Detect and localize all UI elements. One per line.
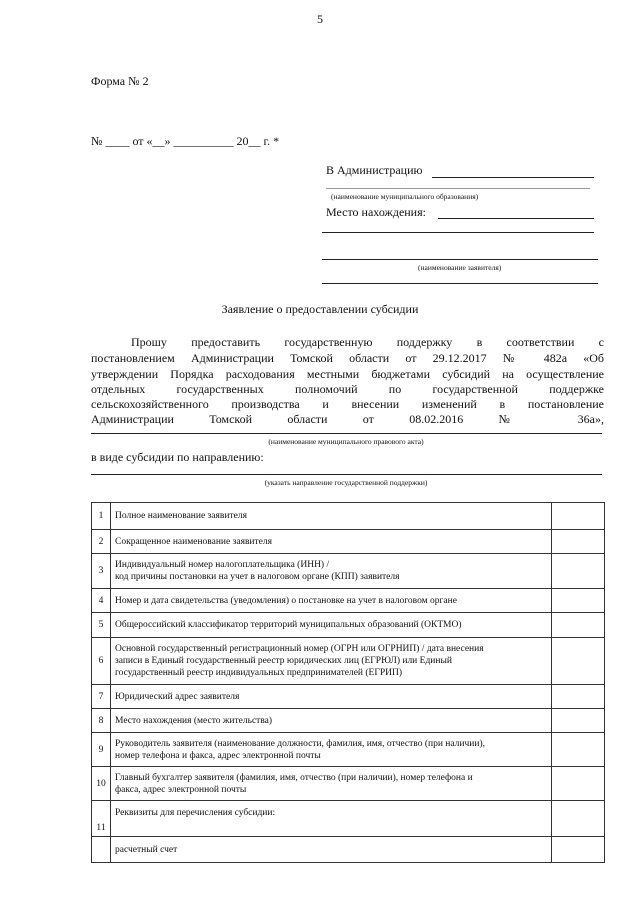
applicant-info-table <box>91 502 605 863</box>
table-row <box>92 589 605 613</box>
act-caption: (наименование муниципального правового акта) <box>268 437 424 446</box>
admin-name-line-2 <box>326 188 590 189</box>
act-line <box>91 433 602 434</box>
row-number: 7 <box>92 685 111 709</box>
row-label: Главный бухгалтер заявителя (фамилия, имя, отчество (при наличии), номер телефона и факса, адрес электронной почты <box>111 767 552 801</box>
location-label: Место нахождения: <box>326 205 426 219</box>
applicant-caption: (наименование заявителя) <box>418 263 502 272</box>
document-number-line: № ____ от «__» __________ 20__ г. * <box>91 134 280 148</box>
row-number: 8 <box>92 709 111 733</box>
row-number: 1 <box>92 503 111 530</box>
document-title: Заявление о предоставлении субсидии <box>221 302 419 316</box>
location-line <box>438 218 594 219</box>
body-line: Прошу предоставить государственную поддержку в соответствии с <box>131 335 604 349</box>
body-line: постановлением Администрации Томской области от 29.12.2017 № 482а «Об <box>91 351 604 365</box>
table-row <box>92 530 605 554</box>
row-value-cell[interactable] <box>552 638 605 685</box>
row-label: Полное наименование заявителя <box>111 503 552 530</box>
row-label: Юридический адрес заявителя <box>111 685 552 709</box>
body-line: Администрации Томской области от 08.02.2016 № 36а», <box>91 412 604 426</box>
row-value-cell[interactable] <box>552 733 605 767</box>
row-label: Номер и дата свидетельства (уведомления) о постановке на учет в налоговом органе <box>111 589 552 613</box>
row-number: 11 <box>92 801 111 837</box>
table-row <box>92 709 605 733</box>
table-row <box>92 638 605 685</box>
row-label: Индивидуальный номер налогоплательщика (ИНН) / код причины постановки на учет в налоговом органе (КПП) заявителя <box>111 554 552 589</box>
row-number: 3 <box>92 554 111 589</box>
admin-to-label: В Администрацию <box>326 163 423 177</box>
row-label: Место нахождения (место жительства) <box>111 709 552 733</box>
row-label: расчетный счет <box>111 837 552 863</box>
row-label: Сокращенное наименование заявителя <box>111 530 552 554</box>
row-value-cell[interactable] <box>552 530 605 554</box>
row-value-cell[interactable] <box>552 801 605 837</box>
row-value-cell[interactable] <box>552 613 605 638</box>
table-row <box>92 554 605 589</box>
row-value-cell[interactable] <box>552 767 605 801</box>
row-number: 9 <box>92 733 111 767</box>
body-line: утверждении Порядка расходования местными бюджетами субсидий на осуществление <box>91 367 604 381</box>
body-line: сельскохозяйственного производства и внесении изменений в постановление <box>91 397 604 411</box>
direction-line <box>91 474 602 475</box>
table-row <box>92 733 605 767</box>
row-label: Общероссийский классификатор территорий муниципальных образований (ОКТМО) <box>111 613 552 638</box>
body-line: отдельных государственных полномочий по государственной поддержке <box>91 382 604 396</box>
row-value-cell[interactable] <box>552 709 605 733</box>
row-number: 6 <box>92 638 111 685</box>
row-number <box>92 837 111 863</box>
table-row <box>92 837 605 863</box>
municipality-caption: (наименование муниципального образования) <box>331 192 479 201</box>
table-row <box>92 801 605 837</box>
admin-name-line <box>432 177 594 178</box>
row-number: 2 <box>92 530 111 554</box>
row-value-cell[interactable] <box>552 685 605 709</box>
row-number: 4 <box>92 589 111 613</box>
row-label: Реквизиты для перечисления субсидии: <box>111 801 552 837</box>
row-number: 10 <box>92 767 111 801</box>
applicant-line <box>322 259 598 260</box>
table-row <box>92 767 605 801</box>
direction-caption: (указать направление государственной поддержки) <box>264 478 428 487</box>
table-row <box>92 503 605 530</box>
row-label: Основной государственный регистрационный номер (ОГРН или ОГРНИП) / дата внесения записи в Единый государственный реестр юридических лиц (ЕГРЮЛ) или Единый государственный реестр индивидуальных предпринимателей (ЕГРИП) <box>111 638 552 685</box>
row-value-cell[interactable] <box>552 837 605 863</box>
applicant-line-2 <box>322 283 598 284</box>
location-line-2 <box>322 232 594 233</box>
page-number: 5 <box>317 12 323 26</box>
form-label: Форма № 2 <box>91 74 149 88</box>
row-label: Руководитель заявителя (наименование должности, фамилия, имя, отчество (при наличии), номер телефона и факса, адрес электронной почты <box>111 733 552 767</box>
table-row <box>92 685 605 709</box>
table-row <box>92 613 605 638</box>
direction-label: в виде субсидии по направлению: <box>91 450 264 464</box>
row-number: 5 <box>92 613 111 638</box>
row-value-cell[interactable] <box>552 589 605 613</box>
row-value-cell[interactable] <box>552 503 605 530</box>
row-value-cell[interactable] <box>552 554 605 589</box>
